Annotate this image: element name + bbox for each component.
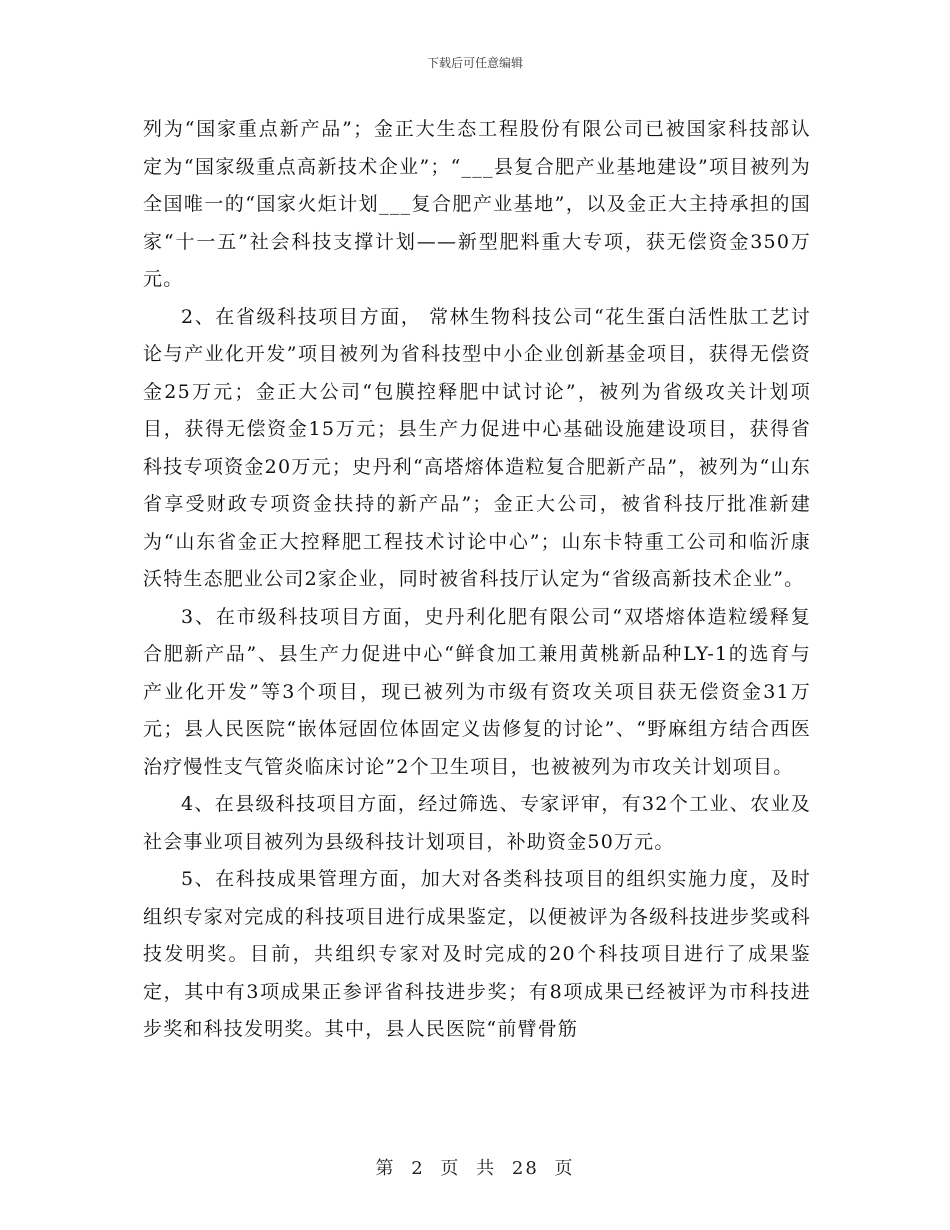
- paragraph-county-projects: 4、在县级科技项目方面，经过筛选、专家评审，有32个工业、农业及社会事业项目被列为县级科技计划项目，补助资金50万元。: [143, 793, 811, 853]
- footer-label-page: 第: [375, 1158, 396, 1179]
- paragraph-provincial-projects: 2、在省级科技项目方面， 常林生物科技公司“花生蛋白活性肽工艺讨论与产业化开发”项目被列为省科技型中小企业创新基金项目，获得无偿资金25万元；金正大公司“包膜控释肥中试讨论”，被列为省级攻关计划项目，获得无偿资金15万元；县生产力促进中心基础设施建设项目，获得省科技专项资金20万元；史丹利“高塔熔体造粒复合肥新产品”，被列为“山东省享受财政专项资金扶持的新产品”；金正大公司，被省科技厅批准新建为“山东省金正大控释肥工程技术讨论中心”；山东卡特重工公司和临沂康沃特生态肥业公司2家企业，同时被省科技厅认定为“省级高新技术企业”。: [143, 305, 811, 590]
- footer-label-of: 页: [440, 1158, 461, 1179]
- footer-label-end: 页: [554, 1158, 575, 1179]
- document-body: [143, 111, 811, 1049]
- footer-total-pages: 28: [511, 1158, 539, 1179]
- page-number-footer: [0, 1154, 950, 1180]
- footer-current-page: 2: [411, 1158, 425, 1179]
- paragraph-continuation: 列为“国家重点新产品”；金正大生态工程股份有限公司已被国家科技部认定为“国家级重点高新技术企业”；“___县复合肥产业基地建设”项目被列为全国唯一的“国家火炬计划___复合肥产业基地”，以及金正大主持承担的国家“十一五”社会科技支撑计划——新型肥料重大专项，获无偿资金350万元。: [143, 118, 811, 290]
- paragraph-achievement-management: 5、在科技成果管理方面，加大对各类科技项目的组织实施力度，及时组织专家对完成的科技项目进行成果鉴定，以便被评为各级科技进步奖或科技发明奖。目前，共组织专家对及时完成的20个科技项目进行了成果鉴定，其中有3项成果正参评省科技进步奖；有8项成果已经被评为市科技进步奖和科技发明奖。其中，县人民医院“前臂骨筋: [143, 868, 811, 1040]
- paragraph-municipal-projects: 3、在市级科技项目方面，史丹利化肥有限公司“双塔熔体造粒缓释复合肥新产品”、县生产力促进中心“鲜食加工兼用黄桃新品种LY-1的选育与产业化开发”等3个项目，现已被列为市级有资攻关项目获无偿资金31万元；县人民医院“嵌体冠固位体固定义齿修复的讨论”、“野麻组方结合西医治疗慢性支气管炎临床讨论”2个卫生项目，也被被列为市攻关计划项目。: [143, 605, 811, 778]
- page-header-note: 下载后可任意编辑: [426, 56, 523, 70]
- footer-label-total: 共: [476, 1158, 497, 1179]
